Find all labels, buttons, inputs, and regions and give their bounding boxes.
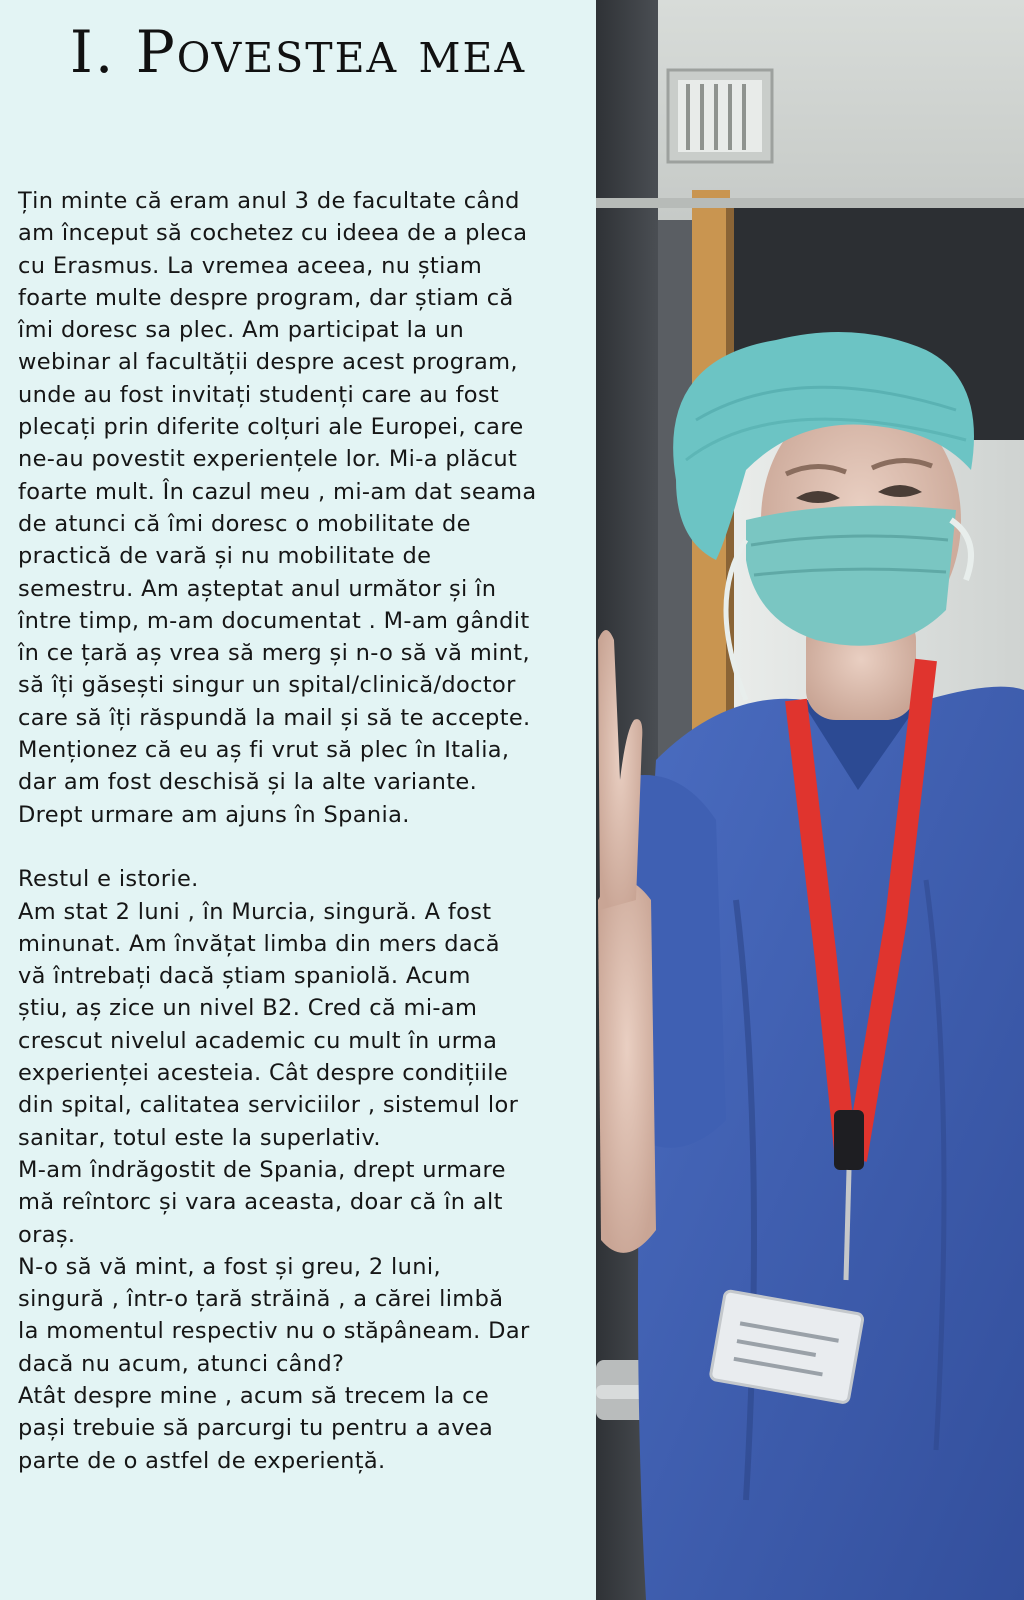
- story-line: cu Erasmus. La vremea aceea, nu știam: [18, 252, 483, 279]
- story-line: ne-au povestit experiențele lor. Mi-a plăcut: [18, 446, 518, 473]
- story-line: sanitar, totul este la superlativ.: [18, 1124, 381, 1151]
- story-line: M-am îndrăgostit de Spania, drept urmare: [18, 1156, 506, 1183]
- story-line: N-o să vă mint, a fost și greu, 2 luni,: [18, 1253, 441, 1280]
- story-line: știu, aș zice un nivel B2. Cred că mi-am: [18, 995, 478, 1022]
- ceiling-edge: [596, 198, 1024, 208]
- story-line: Drept urmare am ajuns în Spania.: [18, 801, 410, 828]
- story-line: în ce țară aș vrea să merg și n-o să vă mint,: [18, 640, 530, 667]
- paragraph-break: [18, 831, 594, 863]
- story-line: plecați prin diferite colțuri ale Europei, care: [18, 414, 524, 441]
- story-line: pași trebuie să parcurgi tu pentru a avea: [18, 1415, 494, 1442]
- ceiling: [596, 0, 1024, 220]
- story-line: între timp, m-am documentat . M-am gândit: [18, 607, 530, 634]
- story-line: dacă nu acum, atunci când?: [18, 1350, 345, 1377]
- story-line: semestru. Am așteptat anul următor și în: [18, 575, 497, 602]
- story-line: care să îți răspundă la mail și să te accepte.: [18, 704, 531, 731]
- story-line: îmi doresc sa plec. Am participat la un: [18, 317, 465, 344]
- story-line: Restul e istorie.: [18, 866, 199, 893]
- story-line: vă întrebați dacă știam spaniolă. Acum: [18, 963, 471, 990]
- story-line: singură , într-o țară străină , a cărei limbă: [18, 1286, 504, 1313]
- story-line: Menționez că eu aș fi vrut să plec în Italia,: [18, 737, 510, 764]
- story-line: Atât despre mine , acum să trecem la ce: [18, 1382, 490, 1409]
- story-line: din spital, calitatea serviciilor , sistemul lor: [18, 1092, 519, 1119]
- story-line: să îți găsești singur un spital/clinică/doctor: [18, 672, 516, 699]
- story-line: mă reîntorc și vara aceasta, doar că în alt: [18, 1189, 503, 1216]
- photo-student-in-scrubs: [596, 0, 1024, 1600]
- story-line: Țin minte că eram anul 3 de facultate când: [18, 188, 520, 214]
- story-line: la momentul respectiv nu o stăpâneam. Dar: [18, 1318, 530, 1345]
- story-line: webinar al facultății despre acest program,: [18, 349, 518, 376]
- story-body: [18, 185, 594, 1477]
- story-line: foarte mult. În cazul meu , mi-am dat seama: [18, 478, 537, 505]
- page-title: I. Povestea mea: [69, 18, 527, 86]
- forearm: [598, 880, 656, 1253]
- story-line: Am stat 2 luni , în Murcia, singură. A fost: [18, 898, 492, 925]
- story-line: experienței acesteia. Cât despre condițiile: [18, 1060, 509, 1087]
- story-line: minunat. Am învățat limba din mers dacă: [18, 930, 500, 957]
- lanyard-clip: [834, 1110, 864, 1170]
- story-line: practică de vară și nu mobilitate de: [18, 543, 432, 570]
- story-line: dar am fost deschisă și la alte variante.: [18, 769, 478, 796]
- ceiling-vent-icon: [668, 70, 772, 162]
- story-line: parte de o astfel de experiență.: [18, 1447, 386, 1474]
- story-line: oraș.: [18, 1221, 76, 1248]
- story-line: crescut nivelul academic cu mult în urma: [18, 1027, 498, 1054]
- story-line: de atunci că îmi doresc o mobilitate de: [18, 510, 471, 537]
- story-line: unde au fost invitați studenți care au fost: [18, 381, 500, 408]
- story-line: am început să cochetez cu ideea de a pleca: [18, 220, 528, 247]
- story-line: foarte multe despre program, dar știam că: [18, 284, 514, 311]
